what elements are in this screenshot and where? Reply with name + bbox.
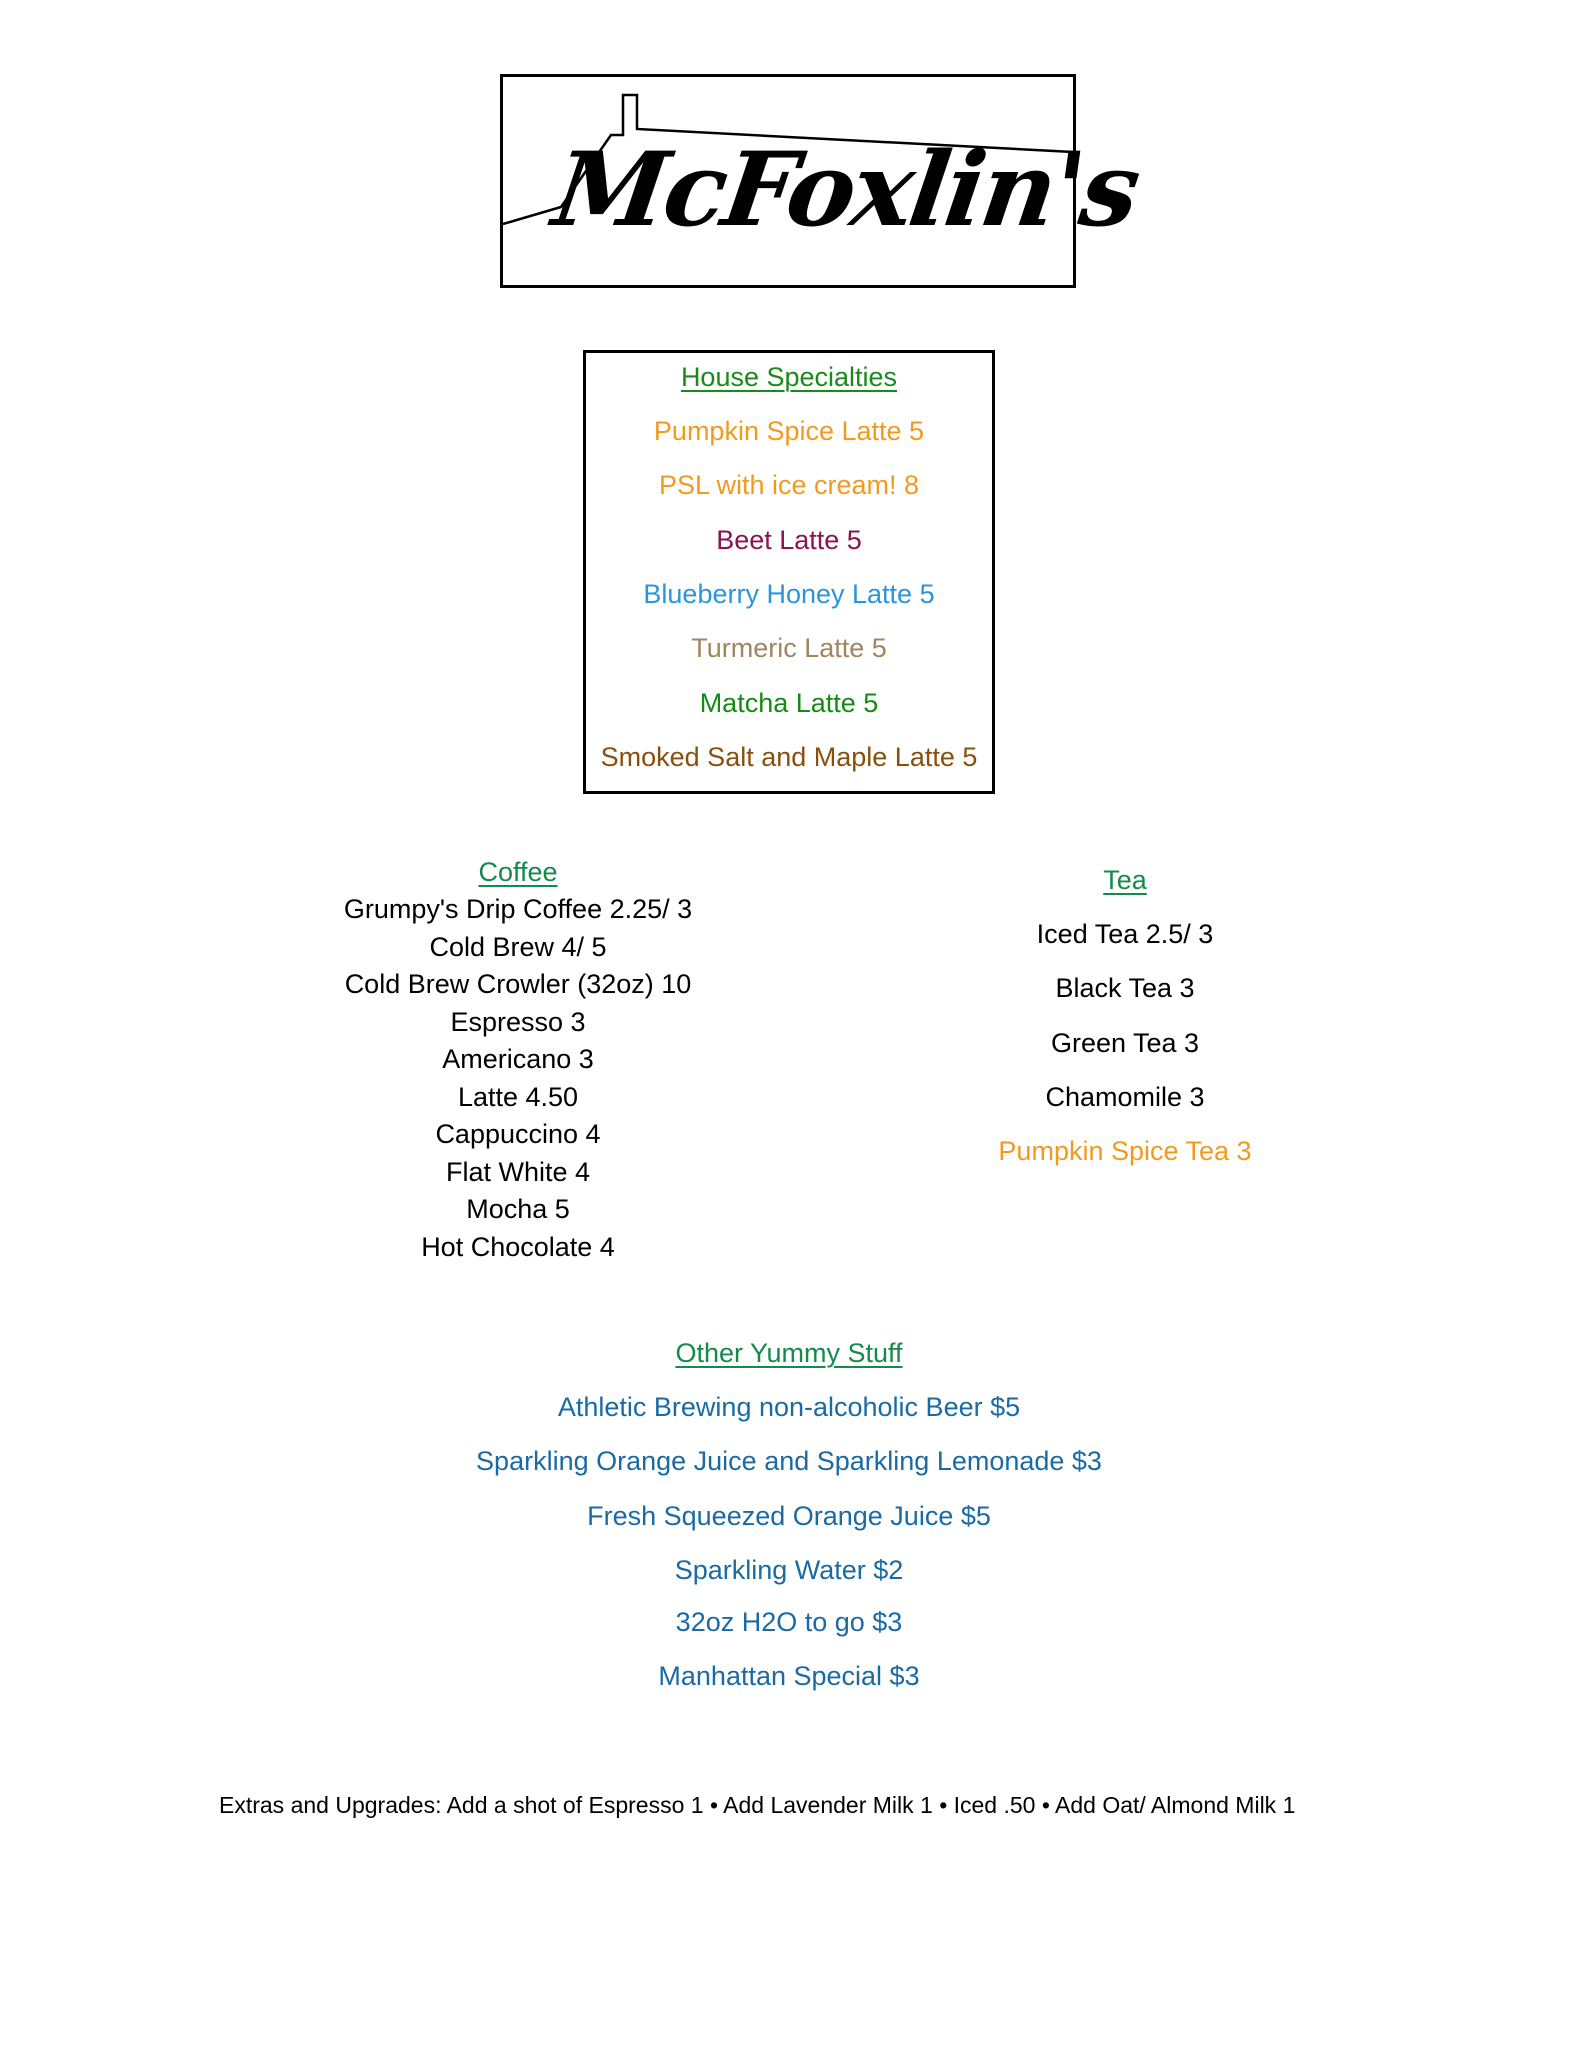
tea-item: Black Tea 3 bbox=[1055, 973, 1195, 1003]
specialty-item: PSL with ice cream! 8 bbox=[658, 470, 920, 500]
tea-item: Pumpkin Spice Tea 3 bbox=[998, 1136, 1252, 1166]
coffee-heading: Coffee bbox=[478, 857, 558, 887]
specialty-item: Beet Latte 5 bbox=[716, 525, 862, 555]
other-item: 32oz H2O to go $3 bbox=[675, 1607, 903, 1637]
specialty-item: Pumpkin Spice Latte 5 bbox=[653, 416, 925, 446]
coffee-item: Americano 3 bbox=[442, 1044, 594, 1074]
coffee-item: Cold Brew 4/ 5 bbox=[429, 932, 607, 962]
logo-wordmark: McFoxlin's bbox=[546, 130, 1145, 250]
other-yummy-stuff-heading: Other Yummy Stuff bbox=[675, 1338, 903, 1368]
specialty-item: Turmeric Latte 5 bbox=[691, 633, 887, 663]
other-item: Fresh Squeezed Orange Juice $5 bbox=[587, 1501, 991, 1531]
tea-item: Green Tea 3 bbox=[1050, 1028, 1200, 1058]
tea-item: Iced Tea 2.5/ 3 bbox=[1036, 919, 1214, 949]
specialty-item: Smoked Salt and Maple Latte 5 bbox=[600, 742, 978, 772]
coffee-item: Cappuccino 4 bbox=[435, 1119, 601, 1149]
coffee-item: Grumpy's Drip Coffee 2.25/ 3 bbox=[343, 894, 693, 924]
logo-box bbox=[500, 74, 1145, 288]
coffee-item: Cold Brew Crowler (32oz) 10 bbox=[344, 969, 692, 999]
other-item: Sparkling Orange Juice and Sparkling Lemonade $3 bbox=[476, 1446, 1102, 1476]
house-specialties-heading: House Specialties bbox=[680, 362, 898, 392]
coffee-item: Hot Chocolate 4 bbox=[421, 1232, 615, 1262]
extras-and-upgrades: Extras and Upgrades: Add a shot of Espresso 1 • Add Lavender Milk 1 • Iced .50 • Add Oat/ Almond Milk 1 bbox=[219, 1792, 1296, 1818]
coffee-item: Latte 4.50 bbox=[457, 1082, 579, 1112]
other-item: Manhattan Special $3 bbox=[658, 1661, 920, 1691]
tea-item: Chamomile 3 bbox=[1045, 1082, 1205, 1112]
specialty-item: Blueberry Honey Latte 5 bbox=[643, 579, 935, 609]
coffee-item: Flat White 4 bbox=[445, 1157, 591, 1187]
tea-heading: Tea bbox=[1103, 865, 1147, 895]
coffee-item: Espresso 3 bbox=[450, 1007, 586, 1037]
coffee-item: Mocha 5 bbox=[466, 1194, 570, 1224]
other-item: Athletic Brewing non-alcoholic Beer $5 bbox=[557, 1392, 1021, 1422]
other-item: Sparkling Water $2 bbox=[674, 1555, 904, 1585]
specialty-item: Matcha Latte 5 bbox=[699, 688, 879, 718]
